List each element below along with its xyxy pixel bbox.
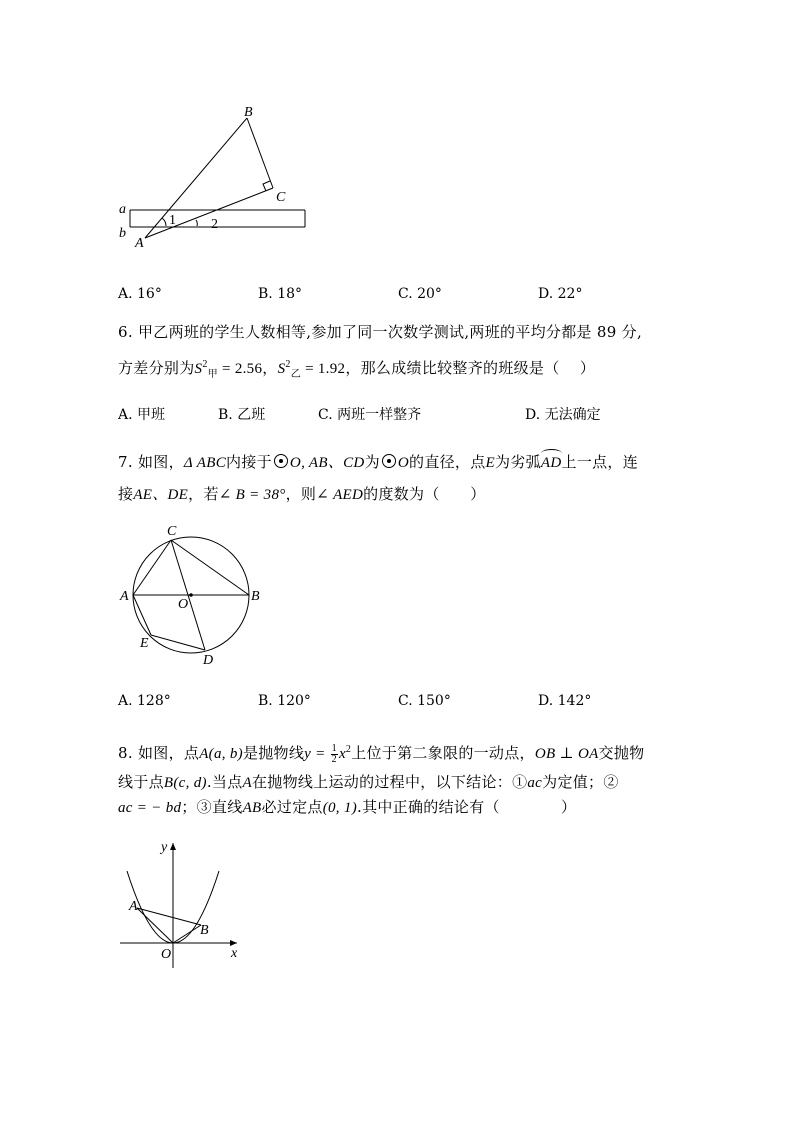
segment-AB (137, 908, 201, 925)
chord-CB (171, 540, 249, 595)
label-O: O (178, 597, 189, 612)
chord-AC (133, 540, 171, 595)
center-dot (189, 593, 193, 597)
circle-dot-icon (274, 454, 288, 468)
parallel-lines-figure (110, 100, 320, 260)
label-B: B (244, 105, 253, 120)
chord-AE (133, 595, 151, 635)
q7-line-1: 7. 如图，Δ ABC内接于 O, AB、CD为 O的直径，点E为劣弧AD上一点，连 (118, 453, 639, 471)
q8-line-2: 线于点B(c, d).当点A在抛物线上运动的过程中，以下结论：①ac为定值；② (118, 773, 619, 791)
q7-option-b: B. 120° (258, 693, 311, 709)
chord-ED (151, 635, 205, 650)
label-A: A (120, 589, 129, 604)
q7-option-a: A. 128° (118, 693, 171, 709)
label-y: y (161, 840, 168, 855)
y-axis-arrow (170, 843, 176, 850)
label-b: b (119, 226, 126, 241)
label-angle-1: 1 (169, 213, 176, 228)
q6-option-d: D. 无法确定 (525, 407, 601, 423)
q8-line-1: 8. 如图，点A(a, b)是抛物线y = $\frac{1}{2}$ $x^2$上位于第二象限的一动点，OB ⊥ OA交抛物 (118, 742, 645, 765)
q5-option-c: C. 20° (398, 286, 442, 302)
label-angle-2: 2 (211, 217, 218, 232)
q7-option-d: D. 142° (538, 693, 592, 709)
parabola-figure (115, 838, 255, 973)
label-A: A (129, 899, 138, 914)
circle-figure (115, 520, 275, 670)
label-a: a (119, 202, 126, 217)
label-E: E (140, 636, 149, 651)
label-D: D (203, 653, 214, 668)
label-O: O (161, 947, 172, 962)
label-A: A (135, 236, 144, 251)
q8-line-3: ac = − bd；③直线AB必过定点(0, 1).其中正确的结论有（ ） (118, 798, 577, 816)
q5-option-a: A. 16° (118, 286, 162, 302)
fraction-one-half: $\frac{1}{2}$ (331, 742, 337, 765)
q6-option-a: A. 甲班 (118, 407, 166, 423)
q7-option-c: C. 150° (398, 693, 451, 709)
label-x: x (231, 946, 238, 961)
circle-dot-icon (382, 454, 396, 468)
q6-option-c: C. 两班一样整齐 (318, 407, 422, 423)
label-C: C (167, 524, 177, 539)
segment-BC (247, 118, 273, 188)
q5-option-b: B. 18° (258, 286, 303, 302)
label-B: B (251, 589, 260, 604)
q7-line-2: 接AE、DE，若∠ B = 38°，则∠ AED的度数为（ ） (118, 485, 486, 503)
segment-OB (173, 925, 201, 943)
segment-AC (145, 188, 273, 238)
label-B: B (200, 923, 209, 938)
q5-option-d: D. 22° (538, 286, 583, 302)
label-C: C (276, 190, 286, 205)
q6-line-2: 方差分别为$S^2_甲 = 2.56$，$S^2_乙 = 1.92$，那么成绩比较整齐的班级是（ ） (118, 359, 596, 380)
q6-line-1: 6. 甲乙两班的学生人数相等,参加了同一次数学测试,两班的平均分都是 89 分, (118, 323, 643, 341)
q6-option-b: B. 乙班 (218, 407, 266, 423)
